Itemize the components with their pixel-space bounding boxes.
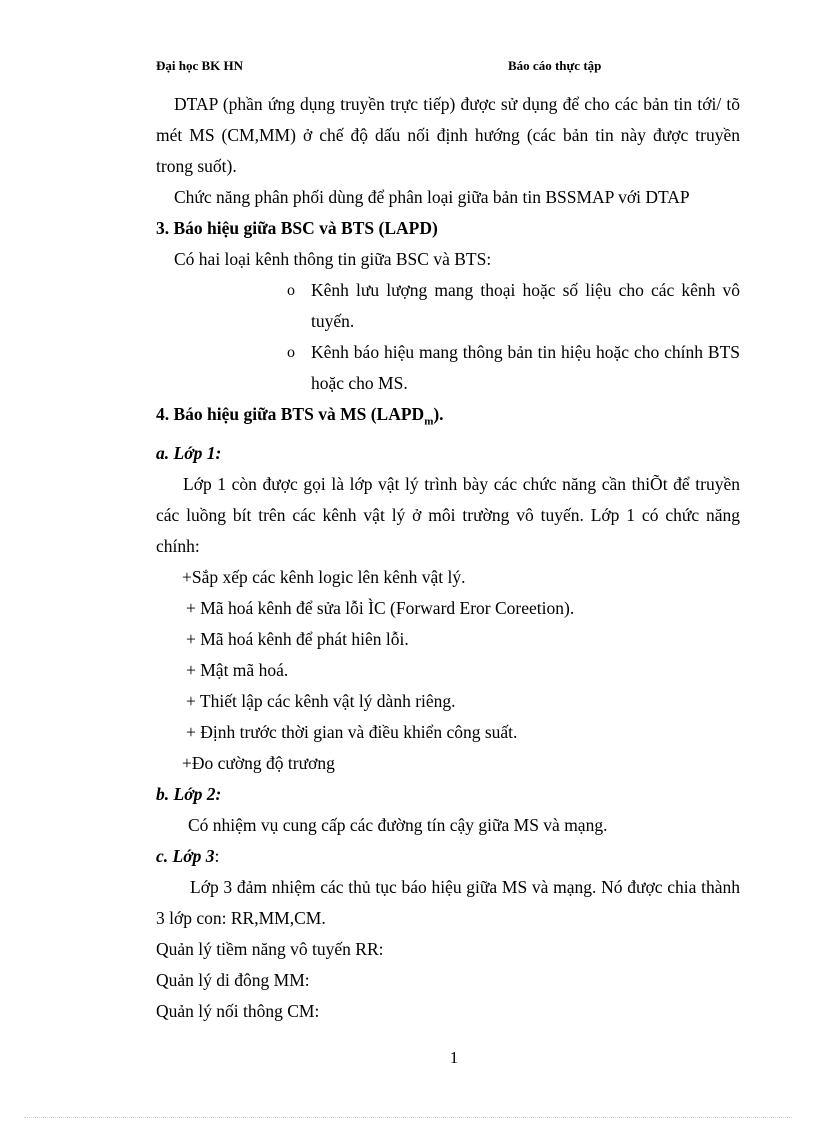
paragraph-layer-3: Lớp 3 đảm nhiệm các thủ tục báo hiệu giữa MS và mạng. Nó được chia thành 3 lớp con: RR,MM,CM. [156, 876, 740, 928]
page-number: 1 [449, 1048, 459, 1067]
paragraph-dtap: DTAP (phần ứng dụng truyền trực tiếp) được sử dụng để cho các bản tin tới/ tõ mét MS (CM,MM) ở chế độ dấu nối định hướng (các bản tin này được truyền trong suốt). [156, 94, 740, 176]
heading-section-4-subscript: m [424, 415, 434, 428]
header-left: Đại học BK HN [156, 58, 244, 73]
heading-section-4-text: 4. Báo hiệu giữa BTS và MS (LAPD [156, 404, 425, 424]
bullet-text: Kênh lưu lượng mang thoại hoặc số liệu cho các kênh vô tuyến. [311, 280, 740, 331]
line-cm: Quản lý nối thông CM: [156, 1000, 320, 1021]
heading-layer-3 [156, 841, 740, 872]
paragraph-layer-1: Lớp 1 còn được gọi là lớp vật lý trình bày các chức năng cần thiÕt để truyền các luồng bít trên các kênh vật lý ở môi trường vô tuyến. Lớp 1 có chức năng chính: [156, 473, 740, 556]
heading-layer-1: a. Lớp 1: [156, 442, 222, 463]
bullet-marker: o [287, 344, 295, 361]
bullet-marker: o [287, 282, 295, 299]
list-item: + Định trước thời gian và điều khiển công suất. [186, 721, 518, 742]
heading-layer-2: b. Lớp 2: [156, 783, 222, 804]
header-right: Báo cáo thực tập [508, 58, 602, 73]
bullet-item [287, 275, 740, 337]
heading-section-4 [156, 399, 740, 438]
heading-layer-3-text: c. Lớp 3 [156, 845, 215, 866]
paragraph-distribution: Chức năng phân phối dùng để phân loại giữa bản tin BSSMAP với DTAP [174, 187, 690, 207]
list-item: +Sắp xếp các kênh logic lên kênh vật lý. [182, 566, 466, 587]
page-header [156, 58, 740, 76]
heading-section-4-end: ). [433, 404, 444, 424]
line-mm: Quản lý di đông MM: [156, 969, 310, 990]
list-item: + Thiết lập các kênh vật lý dành riêng. [186, 690, 456, 711]
list-item: +Đo cường độ trương [182, 752, 335, 773]
paragraph-layer-2: Có nhiệm vụ cung cấp các đường tín cậy giữa MS và mạng. [188, 814, 608, 835]
line-rr: Quản lý tiềm năng vô tuyến RR: [156, 938, 384, 959]
heading-layer-3-colon: : [214, 845, 220, 866]
paragraph-channels-intro: Có hai loại kênh thông tin giữa BSC và BTS: [174, 249, 492, 269]
heading-section-3: 3. Báo hiệu giữa BSC và BTS (LAPD) [156, 218, 438, 238]
list-item: + Mã hoá kênh để sửa lỗi ÌC (Forward Eror Coreetion). [186, 597, 575, 618]
page-content [156, 89, 740, 1027]
bullet-item [287, 337, 740, 399]
bullet-text: Kênh báo hiệu mang thông bản tin hiệu hoặc cho chính BTS hoặc cho MS. [311, 342, 740, 393]
list-item: + Mật mã hoá. [186, 659, 289, 680]
page-bottom-divider [24, 1117, 792, 1118]
list-item: + Mã hoá kênh để phát hiên lỗi. [186, 628, 409, 649]
